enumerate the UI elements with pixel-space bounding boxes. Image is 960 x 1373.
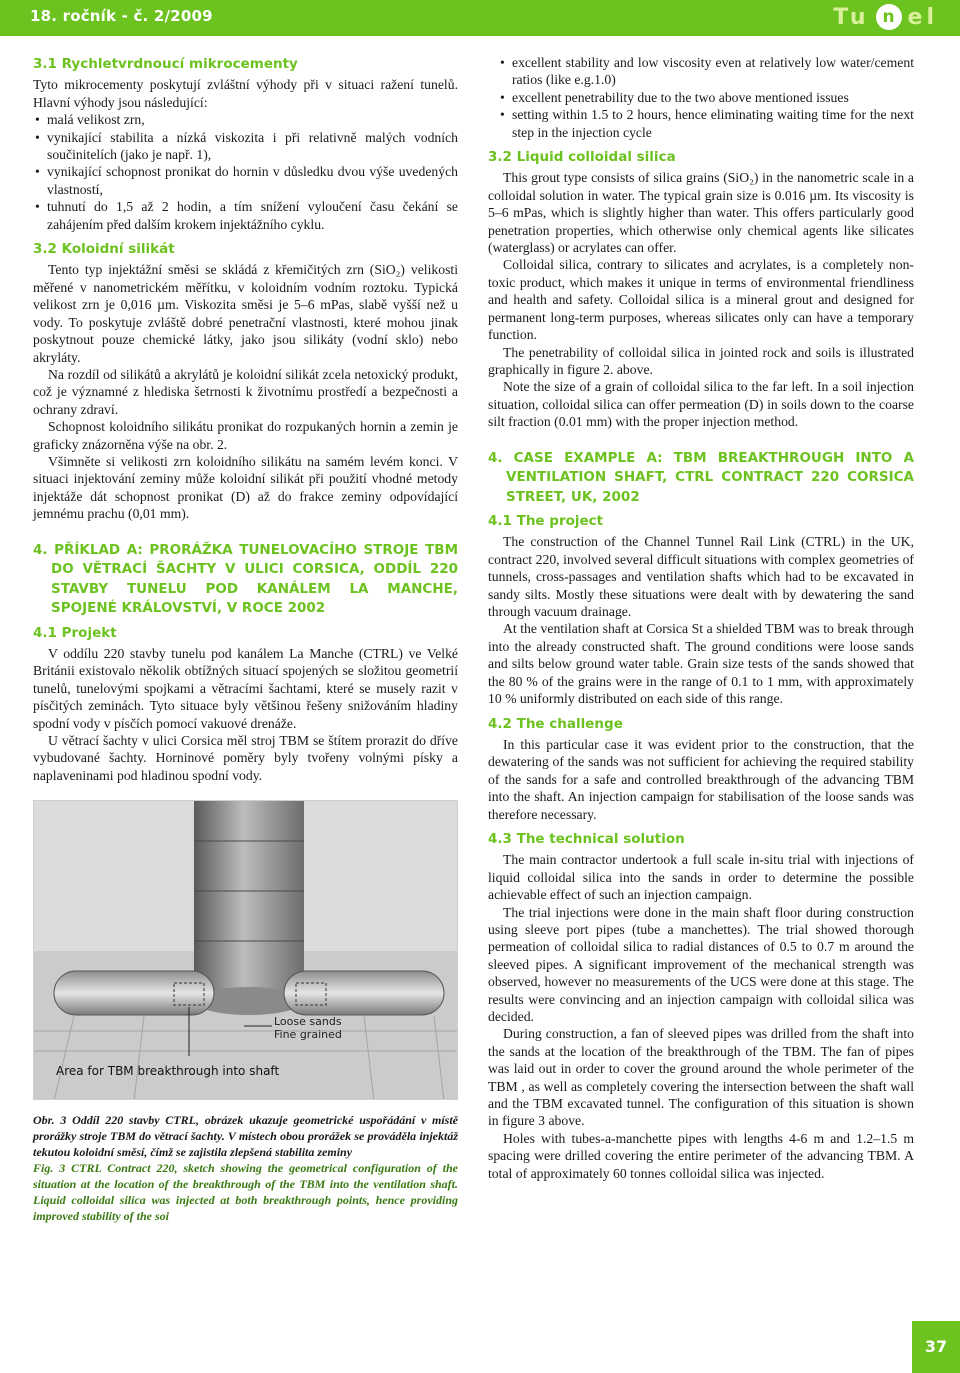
s31-bullets-en	[488, 54, 914, 141]
paragraph: During construction, a fan of sleeved pipes was drilled from the shaft into the sands at the location of the breakthrough of the TBM. The fan of pipes was laid out in order to cover the ground around the whole perimeter of the TBM , as well as completely covering the intersection between the shaft wall and the TBM excavated tunnel. The configuration of this situation is shown in figure 3 above.	[488, 1026, 914, 1129]
heading-4-1-cz: 4.1 Projekt	[33, 624, 117, 641]
tunel-logo	[833, 4, 938, 30]
bullet-item: • vynikající schopnost pronikat do hornin v důsledku dvou výše uvedených vlastností,	[33, 163, 458, 198]
paragraph: This grout type consists of silica grains (SiO₂) in the nanometric scale in a colloidal solution in water. The typical grain size is 0.016 µm. Its viscosity is 5–6 mPas, which is slightly higher than water. This offers particularly good penetration properties, which otherwise only chemical agents like silicates (waterglass) or acrylates can offer.	[488, 170, 914, 256]
label-fine-grained: Fine grained	[274, 1028, 342, 1042]
heading-3-2-en: 3.2 Liquid colloidal silica	[488, 149, 676, 166]
paragraph: The trial injections were done in the main shaft floor during construction using sleeve port pipes (tube a manchettes). The trial showed thorough permeation of colloidal silica to radial distances of 0.5 to 0.7 m around the sleeved pipes. A significant improvement of the mechanical strength was observed, however no measurements of the UCS were done at this stage. The results were convincing and an injection campaign with colloidal silica was decided.	[488, 904, 914, 1024]
shaft-illustration	[34, 801, 458, 1100]
issue-label: 18. ročník - č. 2/2009	[30, 7, 213, 25]
bullet-item: • excellent stability and low viscosity even at relatively low water/cement ratios (like e.g.1.0)	[488, 54, 914, 89]
paragraph: Note the size of a grain of colloidal silica to the far left. In a soil injection situation, colloidal silica can offer permeation (D) in soils down to the coarse silt fraction (0.01 mm) with the proper injection method.	[488, 379, 914, 430]
heading-3-2-cz: 3.2 Koloidní silikát	[33, 241, 175, 258]
heading-4-1-en: 4.1 The project	[488, 513, 604, 530]
bullet-item: • tuhnutí do 1,5 až 2 hodin, a tím snížení vyloučení času čekání se zahájením před dalším krokem injektážního cyklu.	[33, 198, 458, 233]
paragraph: The penetrability of colloidal silica in jointed rock and soils is illustrated graphically in figure 2. above.	[488, 344, 914, 377]
paragraph: The construction of the Channel Tunnel Rail Link (CTRL) in the UK, contract 220, involved several difficult situations with complex geometries of tunnels, cross-passages and ventilation shafts which had to be excavated in sandy silts. Mostly these situations were dealt with by dewatering the sand through vacuum drainage.	[488, 534, 914, 620]
paragraph: Tento typ injektážní směsi se skládá z křemičitých zrn (SiO₂) velikosti měřené v nanometrickém měřítku, v koloidním vodním roztoku. Typická velikost zrn je 0,016 µm. Viskozita směsi je 5–6 mPas, slabě vyšší než u vody. To poskytuje zvláště dobré penetrační vlastnosti, které mohou jinak poskytnout pouze chemické látky, jako jsou silikáty (vodní sklo) nebo akryláty.	[33, 262, 458, 365]
bullet-item: • excellent penetrability due to the two above mentioned issues	[488, 89, 914, 106]
paragraph: Colloidal silica, contrary to silicates and acrylates, is a completely non-toxic product, which makes it unique in terms of environmental friendliness and health and safety. Colloidal silica is a mineral grout and designed for permanent long-term purposes, whereas silicates only can have a temporary function.	[488, 257, 914, 343]
chapter-4-title-en: 4. CASE EXAMPLE A: TBM BREAKTHROUGH INTO A VENTILATION SHAFT, CTRL CONTRACT 220 CORSICA STREET, UK, 2002	[488, 449, 914, 505]
paragraph: V oddílu 220 stavby tunelu pod kanálem La Manche (CTRL) ve Velké Británii existovalo několik obtížných situací spojených se složitou geometrií tunelů, tunelovými spojkami a větracími šachtami, které se musely razit v písčitých zeminách. Tyto situace byly většinou řešeny snižováním hladiny spodní vody v písčích pomocí vakuové drenáže.	[33, 645, 458, 731]
paragraph: Holes with tubes-a-manchette pipes with lengths 4-6 m and 1.2–1.5 m spacing were drilled covering the entire perimeter of the advancing TBM. A total of approximately 60 tonnes colloidal silica was injected.	[488, 1130, 914, 1181]
heading-3-1-cz: 3.1 Rychletvrdnoucí mikrocementy	[33, 56, 298, 72]
logo-text-left: Tu	[833, 4, 870, 30]
s31-intro-cz: Tyto mikrocementy poskytují zvláštní výhody při v situaci ražení tunelů. Hlavní výhody jsou následující:	[33, 77, 458, 110]
label-loose-sands: Loose sands	[274, 1015, 342, 1029]
page-number: 37	[912, 1321, 960, 1373]
label-breakthrough-area: Area for TBM breakthrough into shaft	[56, 1064, 280, 1079]
bullet-item: • setting within 1.5 to 2 hours, hence eliminating waiting time for the next step in the injection cycle	[488, 106, 914, 141]
heading-4-2-en: 4.2 The challenge	[488, 715, 623, 732]
heading-4-3-en: 4.3 The technical solution	[488, 830, 685, 847]
bullet-item: • malá velikost zrn,	[33, 111, 458, 128]
s31-bullets-cz	[33, 111, 458, 233]
paragraph: In this particular case it was evident prior to the construction, that the dewatering of the sands was not sufficient for achieving the required stability of the sands for a safe and controlled breakthrough of the advancing TBM into the shaft. An injection campaign for stabilisation of the loose sands was therefore necessary.	[488, 736, 914, 822]
caption-en: Fig. 3 CTRL Contract 220, sketch showing the geometrical configuration of the situation at the location of the breakthrough of the TBM into the ventilation shaft. Liquid colloidal silica was injected at both breakthrough points, hence providing improved stability of the soi	[33, 1161, 458, 1224]
logo-emblem: n	[876, 4, 902, 30]
header-bar	[0, 0, 960, 36]
paragraph: At the ventilation shaft at Corsica St a shielded TBM was to break through into the already constructed shaft. The ground conditions were loose sands and silts below ground water table. Grain size tests of the sands showed that the 80 % of the grains were in the range of 0.1 to 1 mm, with approximately 10 % uniformly distributed on each side of this range.	[488, 621, 914, 707]
soil-legend	[274, 1015, 342, 1041]
left-column	[33, 54, 458, 1224]
paragraph: Na rozdíl od silikátů a akrylátů je koloidní silikát zcela netoxický produkt, což je významné z hlediska šetrnosti k životnímu prostředí a bezpečnosti a ochrany zdraví.	[33, 366, 458, 417]
chapter-4-title-cz: 4. PŘÍKLAD A: PRORÁŽKA TUNELOVACÍHO STROJE TBM DO VĚTRACÍ ŠACHTY V ULICI CORSICA, ODDÍL 220 STAVBY TUNELU POD KANÁLEM LA MANCHE, SPOJENÉ KRÁLOVSTVÍ, V ROCE 2002	[33, 541, 458, 617]
bullet-item: • vynikající stabilita a nízká viskozita i při relativně malých vodních součinitelích (jako je např. 1),	[33, 129, 458, 164]
caption-cz: Obr. 3 Oddíl 220 stavby CTRL, obrázek ukazuje geometrické uspořádání v místě prorážky stroje TBM do větrací šachty. V místech obou prorážek se prováděla injektáž tekutou koloidní směsí, čímž se zajistila zlepšená stabilita zeminy	[33, 1113, 458, 1160]
logo-text-right: el	[907, 4, 938, 30]
right-column	[488, 54, 914, 1182]
figure-caption	[33, 1112, 458, 1224]
paragraph: Schopnost koloidního silikátu pronikat do rozpukaných hornin a zemin je graficky znázorněna výše na obr. 2.	[33, 419, 458, 452]
paragraph: The main contractor undertook a full scale in-situ trial with injections of liquid colloidal silica into the sands in order to determine the possible achievable effect of such an injection campaign.	[488, 852, 914, 903]
figure-3-tbm-shaft	[33, 800, 458, 1100]
paragraph: Všimněte si velikosti zrn koloidního silikátu na samém levém konci. V situaci injektování zeminy může koloidní silikát při použití vhodné metody injektáže dát schopnost pronikat (D) až do frakce zeminy odpovídající jemnému prachu (0,01 mm).	[33, 453, 458, 522]
paragraph: U větrací šachty v ulici Corsica měl stroj TBM se štítem prorazit do dříve vybudované šachty. Horninové poměry byly tvořeny volnými písky a naplaveninami pod hladinou spodní vody.	[33, 733, 458, 783]
